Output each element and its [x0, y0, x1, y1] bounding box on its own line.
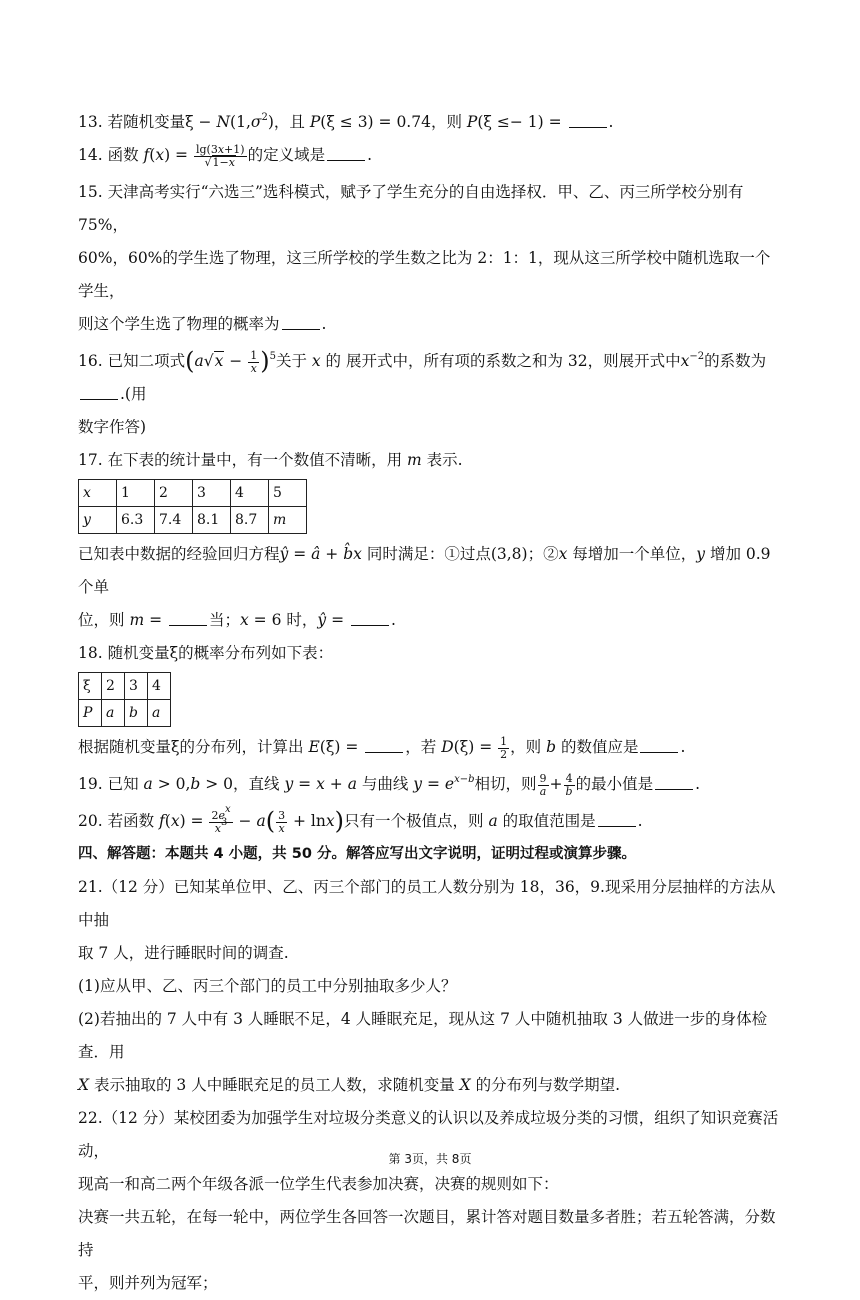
question-17-line-2: 位，则 m = 当；x = 6 时，ŷ = .	[78, 611, 396, 629]
table-cell: 2	[102, 673, 125, 700]
distribution-table	[78, 672, 171, 727]
table-row	[79, 507, 307, 534]
question-22-line-2: 现高一和高二两个年级各派一位学生代表参加决赛，决赛的规则如下：	[78, 1175, 559, 1193]
question-18	[78, 637, 784, 764]
question-16	[78, 345, 784, 444]
question-21-line-2: 取 7 人，进行睡眠时间的调查.	[78, 944, 289, 962]
table-cell: 8.1	[193, 507, 231, 534]
table-cell: 5	[269, 480, 307, 507]
question-18-intro: 18. 随机变量ξ的概率分布列如下表：	[78, 644, 334, 662]
question-16-line-1: 16. 已知二项式(a√x − $\frac{1}{x}$ )$^5$关于 x 的 展开式中，所有项的系数之和为 32，则展开式中$x^{-2}$的系数为.(用	[78, 347, 767, 403]
question-17-intro: 17. 在下表的统计量中，有一个数值不清晰，用 m 表示.	[78, 451, 463, 469]
question-21-line-1: 21.（12 分）已知某单位甲、乙、丙三个部门的员工人数分别为 18，36，9.现采用分层抽样的方法从中抽	[78, 878, 776, 929]
table-cell: 6.3	[117, 507, 155, 534]
question-16-line-2: 数字作答)	[78, 418, 147, 436]
table-row	[79, 700, 171, 727]
question-18-line: 根据随机变量ξ的分布列，计算出 E(ξ) = ，若 D(ξ) = $\frac{1}{2}$ ，则 b 的数值应是 .	[78, 734, 686, 761]
table-cell: a	[148, 700, 171, 727]
question-17-line-1: 已知表中数据的经验回归方程ŷ = â + b̂x 同时满足：①过点(3,8)；②x 每增加一个单位，y 增加 0.9 个单	[78, 545, 771, 596]
table-cell: x	[79, 480, 117, 507]
question-19: 19. 已知 a > 0,b > 0，直线 y = x + a 与曲线 $y = e^{x-b}$相切，则 $\frac{9}{a}$ + $\frac{4}{b}$ 的最小值是 .	[78, 771, 701, 798]
statistics-table	[78, 479, 307, 534]
question-22-line-3: 决赛一共五轮，在每一轮中，两位学生各回答一次题目，累计答对题目数量多者胜；若五轮答满，分数持	[78, 1208, 776, 1259]
table-row	[79, 480, 307, 507]
table-cell: 8.7	[231, 507, 269, 534]
question-21-part-2: (2)若抽出的 7 人中有 3 人睡眠不足，4 人睡眠充足，现从这 7 人中随机抽取 3 人做进一步的身体检查．用	[78, 1010, 768, 1061]
table-cell: 1	[117, 480, 155, 507]
page-content	[78, 106, 784, 1300]
table-cell: 3	[193, 480, 231, 507]
question-17	[78, 444, 784, 637]
question-20: 20. 若函数 f(x) = $\frac{2e^x}{x^3}$ − a( $\frac{3}{x}$ + lnx)只有一个极值点，则 a 的取值范围是 .	[78, 803, 643, 835]
table-cell: m	[269, 507, 307, 534]
table-cell: y	[79, 507, 117, 534]
question-15-line-1: 15. 天津高考实行“六选三”选科模式，赋予了学生充分的自由选择权．甲、乙、丙三所学校分别有 75%，	[78, 183, 744, 234]
question-13: 13. 若随机变量$\xi - N(1,\sigma^2)$，且 P(ξ ≤ 3) = 0.74，则 P(ξ ≤− 1) = .	[78, 112, 614, 131]
table-cell: ξ	[79, 673, 102, 700]
question-14: 14. 函数 f(x) = $\frac{\lg(3x+1)}{√1-x}$ 的定义域是 .	[78, 142, 373, 169]
table-cell: b	[125, 700, 148, 727]
table-cell: 7.4	[155, 507, 193, 534]
question-22-line-4: 平，则并列为冠军；	[78, 1274, 218, 1292]
question-21-part-1: (1)应从甲、乙、丙三个部门的员工中分别抽取多少人？	[78, 977, 457, 995]
table-cell: 4	[231, 480, 269, 507]
page-footer: 第 3页，共 8页	[388, 1152, 472, 1166]
question-15	[78, 176, 784, 341]
question-15-line-2: 60%，60%的学生选了物理，这三所学校的学生数之比为 2：1：1，现从这三所学校中随机选取一个学生，	[78, 249, 771, 300]
table-cell: 4	[148, 673, 171, 700]
table-cell: a	[102, 700, 125, 727]
question-22-line-1: 22.（12 分）某校团委为加强学生对垃圾分类意义的认识以及养成垃圾分类的习惯，组织了知识竞赛活动，	[78, 1109, 779, 1160]
table-cell: 3	[125, 673, 148, 700]
table-row	[79, 673, 171, 700]
section-heading: 四、解答题：本题共 4 小题，共 50 分。解答应写出文字说明，证明过程或演算步骤。	[78, 846, 636, 862]
question-22	[78, 1102, 784, 1300]
table-cell: 2	[155, 480, 193, 507]
question-21	[78, 871, 784, 1102]
table-cell: P	[79, 700, 102, 727]
question-21-line-5: X 表示抽取的 3 人中睡眠充足的员工人数，求随机变量 X 的分布列与数学期望.	[78, 1076, 621, 1094]
question-15-line-3: 则这个学生选了物理的概率为 .	[78, 315, 327, 333]
